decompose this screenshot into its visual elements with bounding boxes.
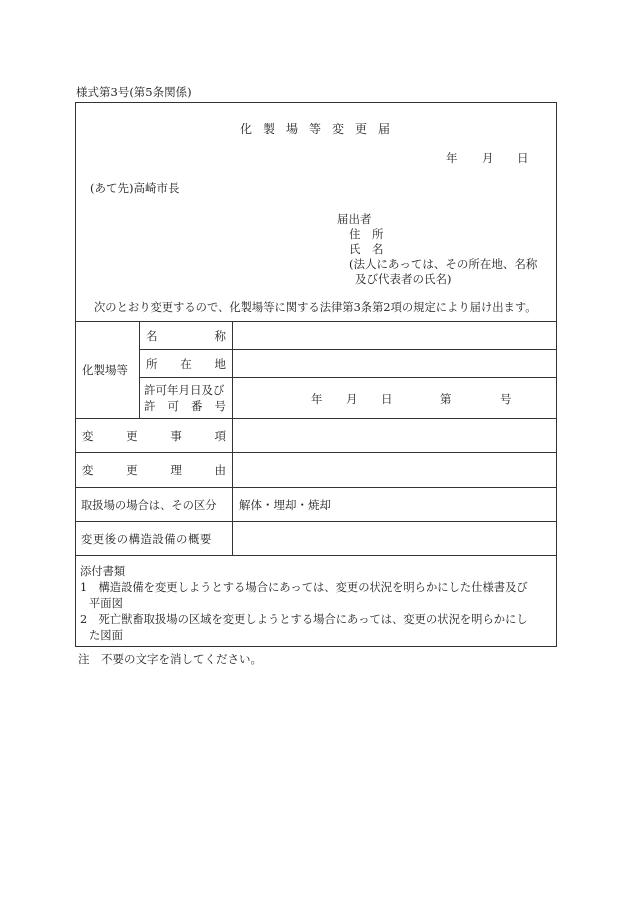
permit-label-line2: 許 可 番 号 (144, 399, 226, 413)
facility-name-label: 名 称 (146, 329, 226, 343)
permit-label-line1: 許可年月日及び (144, 383, 225, 397)
footnote: 注 不要の文字を消してください。 (78, 652, 262, 666)
intro-statement: 次のとおり変更するので、化製場等に関する法律第3条第2項の規定により届け出ます。 (94, 301, 537, 314)
attachment-item-1-line1: 1 構造設備を変更しようとする場合にあっては、変更の状況を明らかにした仕様書及び (80, 581, 528, 594)
handling-category-label: 取扱場の場合は、その区分 (81, 499, 217, 512)
date-day-label: 日 (517, 151, 529, 165)
form-title: 化製場等変更届 (240, 122, 402, 136)
attachment-item-2-line2: た図面 (89, 629, 123, 642)
applicant-name-label: 氏 名 (349, 242, 384, 256)
applicant-address-label: 住 所 (349, 227, 384, 241)
corporate-note-line2: 及び代表者の氏名) (355, 272, 452, 286)
facility-location-label: 所 在 地 (146, 357, 226, 371)
structure-summary-label: 変更後の構造設備の概要 (81, 533, 212, 546)
change-item-field[interactable] (233, 419, 556, 451)
row-divider (75, 487, 557, 488)
permit-number-suffix: 号 (500, 392, 512, 406)
group-column-divider (139, 321, 140, 418)
attachments-heading: 添付書類 (80, 565, 126, 578)
facility-name-field[interactable] (233, 322, 556, 348)
permit-number-prefix: 第 (440, 392, 452, 406)
attachment-item-2-line1: 2 死亡獣畜取扱場の区域を変更しようとする場合にあっては、変更の状況を明らかにし (80, 613, 528, 626)
table-bottom-line (75, 555, 557, 556)
change-reason-label: 変 更 理 由 (82, 463, 226, 477)
corporate-note-line1: (法人にあっては、その所在地、名称 (349, 257, 538, 271)
permit-year-label: 年 (311, 392, 323, 406)
date-month-label: 月 (482, 151, 494, 165)
structure-summary-field[interactable] (233, 522, 556, 554)
applicant-heading: 届出者 (337, 212, 372, 226)
permit-month-label: 月 (346, 392, 358, 406)
handling-category-options[interactable]: 解体・埋却・焼却 (239, 498, 331, 512)
permit-day-label: 日 (381, 392, 393, 406)
form-number-label: 様式第3号(第5条関係) (76, 85, 192, 99)
change-item-label: 変 更 事 項 (82, 429, 226, 443)
attachment-item-1-line2: 平面図 (89, 597, 123, 610)
facility-group-label: 化製場等 (82, 363, 128, 377)
change-reason-field[interactable] (233, 453, 556, 486)
date-year-label: 年 (446, 151, 458, 165)
addressee: (あて先)高崎市長 (90, 181, 180, 195)
row-divider (139, 377, 557, 378)
facility-location-field[interactable] (233, 350, 556, 376)
